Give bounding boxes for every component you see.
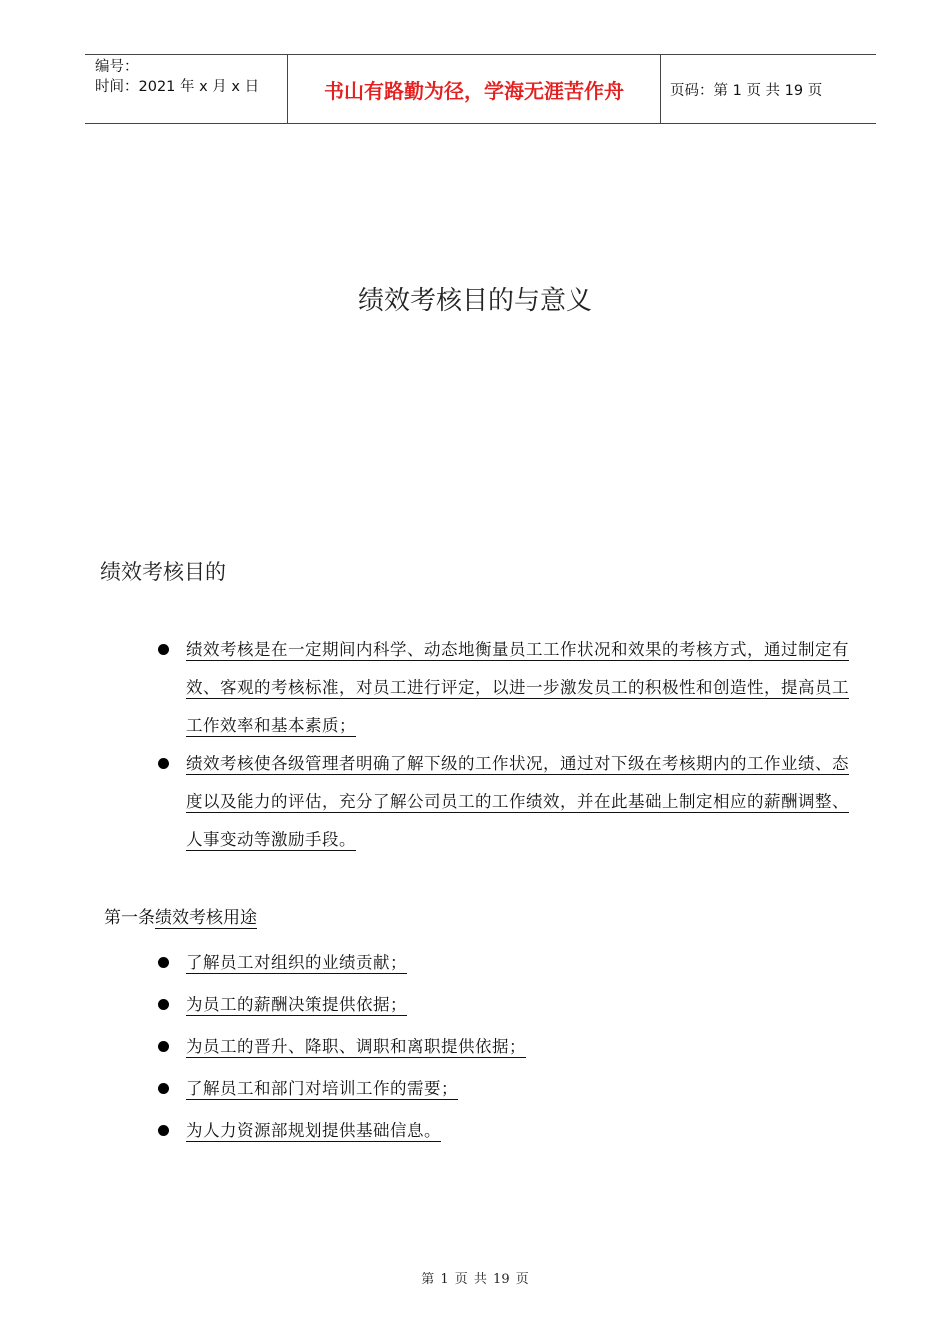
bullet-text: 绩效考核是在一定期间内科学、动态地衡量员工工作状况和效果的考核方式，通过制定有效、客观的考核标准，对员工进行评定，以进一步激发员工的积极性和创造性，提高员工工作效率和基本素质；	[186, 640, 849, 735]
section-heading: 绩效考核目的	[100, 560, 226, 584]
bullet-dot-icon	[158, 1125, 169, 1136]
bullet-text: 为员工的晋升、降职、调职和离职提供依据；	[186, 1037, 526, 1056]
bullet-text: 了解员工对组织的业绩贡献；	[186, 953, 407, 972]
article-heading	[104, 903, 257, 928]
bullet-text: 绩效考核使各级管理者明确了解下级的工作状况，通过对下级在考核期内的工作业绩、态度以及能力的评估，充分了解公司员工的工作绩效，并在此基础上制定相应的薪酬调整、人事变动等激励手段。	[186, 754, 849, 849]
article-name: 绩效考核用途	[155, 908, 257, 928]
list-item	[158, 984, 526, 1026]
date-label: 时间：2021 年 x 月 x 日	[95, 79, 260, 95]
bullet-dot-icon	[158, 957, 169, 968]
code-label: 编号：	[95, 59, 139, 75]
bullet-text: 为人力资源部规划提供基础信息。	[186, 1121, 441, 1140]
list-item	[158, 745, 863, 859]
header-page-info: 页码：第 1 页 共 19 页	[670, 82, 823, 99]
list-item	[158, 1026, 526, 1068]
page-footer: 第 1 页 共 19 页	[421, 1272, 529, 1287]
bullet-text: 为员工的薪酬决策提供依据；	[186, 995, 407, 1014]
bullet-dot-icon	[158, 1041, 169, 1052]
bullet-dot-icon	[158, 999, 169, 1010]
bullet-dot-icon	[158, 644, 169, 655]
page-header	[85, 54, 876, 124]
bullet-text: 了解员工和部门对培训工作的需要；	[186, 1079, 458, 1098]
article-prefix: 第一条	[104, 908, 155, 928]
list-item	[158, 631, 863, 745]
bullet-dot-icon	[158, 1083, 169, 1094]
list-item	[158, 942, 526, 984]
header-meta	[95, 57, 275, 97]
list-item	[158, 1068, 526, 1110]
document-title: 绩效考核目的与意义	[357, 286, 592, 316]
bullet-dot-icon	[158, 758, 169, 769]
usage-bullet-list	[158, 942, 526, 1152]
list-item	[158, 1110, 526, 1152]
purpose-bullet-list	[158, 631, 863, 859]
header-motto: 书山有路勤为径，学海无涯苦作舟	[287, 55, 661, 123]
